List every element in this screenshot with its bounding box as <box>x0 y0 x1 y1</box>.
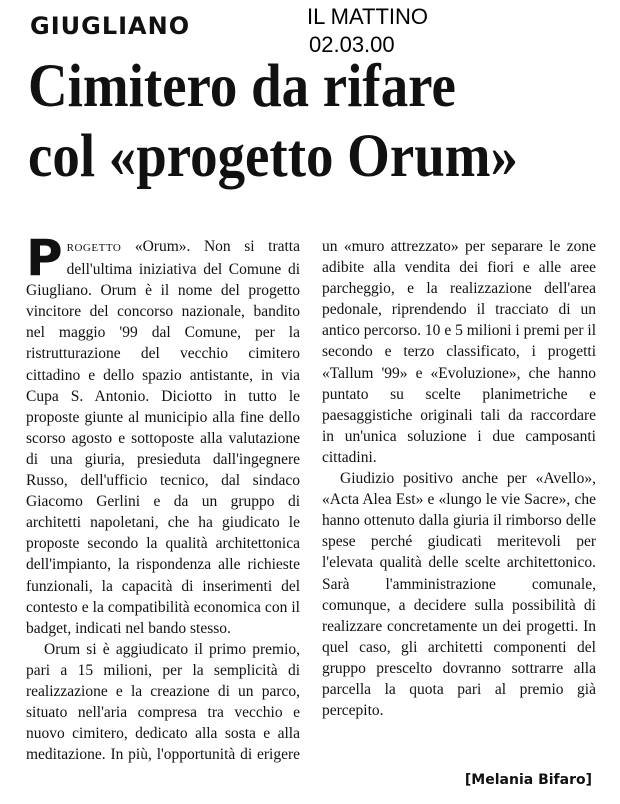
headline <box>28 52 550 192</box>
newspaper-name: IL MATTINO <box>307 4 428 29</box>
newspaper-stamp <box>307 3 428 59</box>
article-paragraph-1 <box>26 229 300 639</box>
article-body <box>26 229 596 776</box>
article-paragraph-2: Orum si è aggiudicato il primo premio, pari a 15 milioni, per la semplicità di realizzazione e la creazione di un parco, situato nell'aria compresa tra vecchio e nuovo cimitero, dedicato alla sosta e alla meditazione. In più, l'opportunità di erigere un «muro attrezzato» per separare le zone adibite alla vendita dei fiori e alle aree parcheggio, e la realizzazione dell'area pedonale, riprendendo il tracciato di un antico percorso. 10 e 5 milioni i premi per il secondo e terzo classificato, i progetti «Tallum '99» e «Evoluzione», che hanno puntato su scelte planimetriche e paesaggistiche originali tali da raccordare in un'unica soluzione i due camposanti cittadini. <box>26 238 596 764</box>
drop-cap: P <box>26 229 63 287</box>
paragraph-1-text: «Orum». Non si tratta dell'ultima iniziativa del Comune di Giugliano. Orum è il nome del progetto vincitore del concorso nazionale, bandito nel maggio '99 dal Comune, per la ristrutturazione del vecchio cimitero cittadino e dello spazio antistante, in via Cupa S. Antonio. Diciotto in tutto le proposte giunte al municipio alla fine dello scorso agosto e sottoposte alla valutazione di una giuria, presieduta dall'ingegnere Russo, dell'ufficio tecnico, dal sindaco Giacomo Gerlini e da un gruppo di architetti napoletani, che ha giudicato le proposte secondo la qualità architettonica dell'impianto, la rispondenza alle richieste funzionali, la capacità di inserimenti del contesto e la compatibilità economica con il badget, indicati nel bando stesso. <box>26 238 300 637</box>
section-kicker: GIUGLIANO <box>30 12 191 40</box>
publication-date: 02.03.00 <box>309 32 395 57</box>
article-paragraph-3: Giudizio positivo anche per «Avello», «Acta Alea Est» e «lungo le vie Sacre», che hanno ottenuto dalla giuria il rimborso delle spese perché giudicati meritevoli per l'elevata qualità delle scelte architettonico. Sarà l'amministrazione comunale, comunque, a decidere sulla possibilità di realizzare concretamente un dei progetti. In quel caso, gli architetti componenti del gruppo prescelto dovranno sottrarre alla parcella la quota pari al premio già percepito. <box>322 470 596 720</box>
lead-word: ROGETTO <box>66 242 122 254</box>
headline-line-2: col «progetto Orum» <box>28 123 518 190</box>
byline: [Melania Bifaro] <box>464 772 592 788</box>
headline-line-1: Cimitero da rifare <box>28 53 456 120</box>
